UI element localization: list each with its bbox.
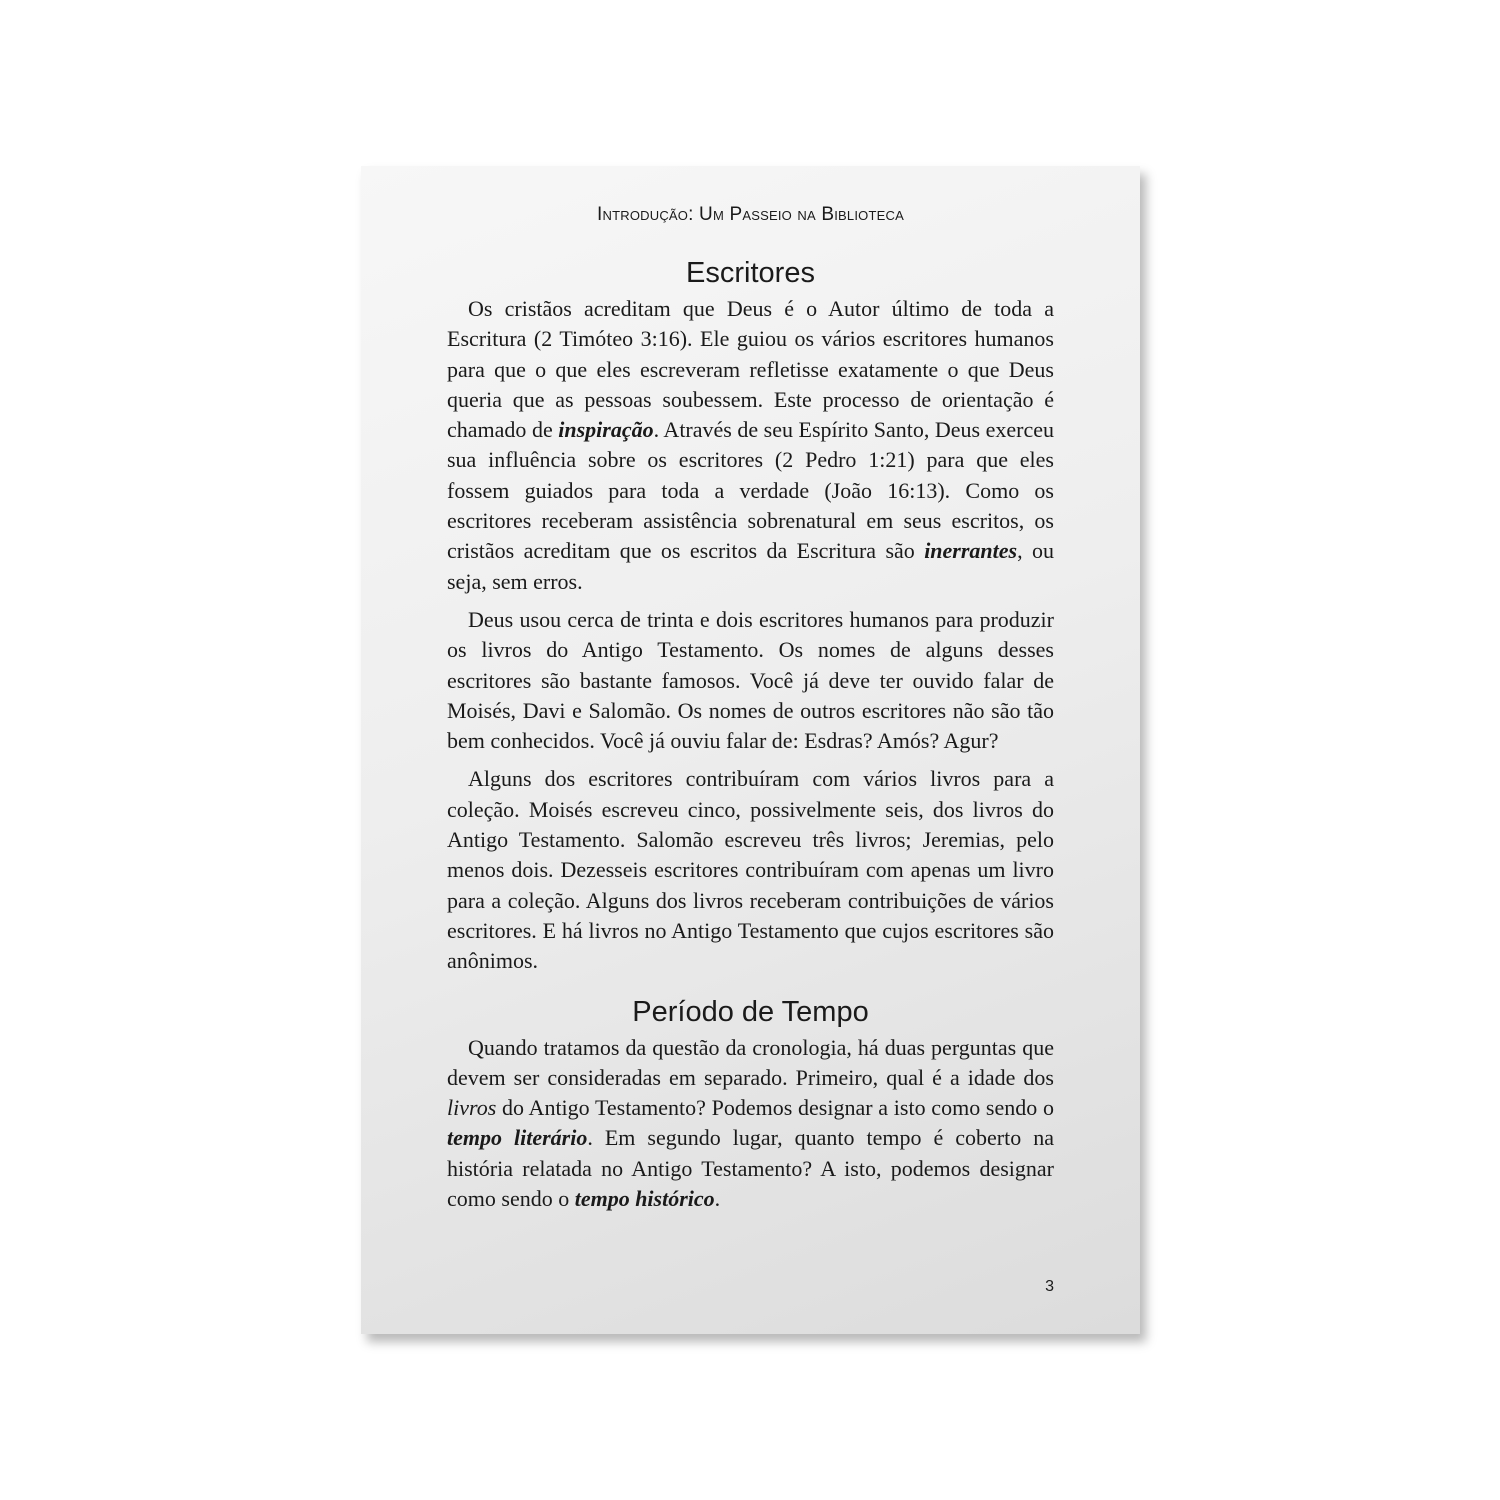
paragraph-4-text-b: do Antigo Testamento? Podemos designar a isto como sendo o <box>496 1095 1054 1121</box>
paragraph-4-text-a: Quando tratamos da questão da cronologia, há duas perguntas que devem ser consideradas em separado. Primeiro, qual é a idade dos <box>447 1034 1054 1090</box>
paragraph-1-text-a: Os cristãos acreditam que Deus é o Autor último de toda a Escritura (2 Timóteo 3:16). Ele guiou os vários escritores humanos para que o que eles escreveram refletisse exatamente o que Deus queria que as pessoas soubessem. Este processo de orientação é chamado de <box>447 296 1054 443</box>
paragraph-1 <box>447 294 1054 597</box>
paragraph-4 <box>447 1033 1054 1215</box>
paragraph-3: Alguns dos escritores contribuíram com vários livros para a coleção. Moisés escreveu cinco, possivelmente seis, dos livros do Antigo Testamento. Salomão escreveu três livros; Jeremias, pelo menos dois. Dezesseis escritores contribuíram com apenas um livro para a coleção. Alguns dos livros receberam contribuições de vários escritores. E há livros no Antigo Testamento que cujos escritores são anônimos. <box>447 766 1054 974</box>
paragraph-4-text-d: . <box>714 1186 721 1212</box>
term-inerrantes: inerrantes <box>924 538 1018 564</box>
term-tempo-historico: tempo histórico <box>574 1186 715 1212</box>
paragraph-1-text-c: , ou seja, sem erros. <box>447 538 1055 594</box>
page-number: 3 <box>1045 1278 1054 1295</box>
page-content <box>447 256 1054 1222</box>
term-inspiracao: inspiração <box>558 417 654 443</box>
book-page <box>361 166 1140 1334</box>
paragraph-2: Deus usou cerca de trinta e dois escritores humanos para produzir os livros do Antigo Testamento. Os nomes de alguns desses escritores são bastante famosos. Você já deve ter ouvido falar de Moisés, Davi e Salomão. Os nomes de outros escritores não são tão bem conhecidos. Você já ouviu falar de: Esdras? Amós? Agur? <box>447 606 1054 754</box>
running-head: Introdução: Um Passeio na Biblioteca <box>597 204 904 225</box>
paragraph-1-text-b: . Através de seu Espírito Santo, Deus exerceu sua influência sobre os escritores (2 Pedro 1:21) para que eles fossem guiados para toda a verdade (João 16:13). Como os escritores receberam assistência sobrenatural em seus escritos, os cristãos acreditam que os escritos da Escritura são <box>447 417 1055 564</box>
emphasis-livros: livros <box>447 1095 497 1121</box>
term-tempo-literario: tempo literário <box>447 1125 588 1151</box>
paragraph-4-text-c: . Em segundo lugar, quanto tempo é coberto na história relatada no Antigo Testamento? A isto, podemos designar como sendo o <box>447 1125 1055 1212</box>
section-title-escritores: Escritores <box>686 257 815 289</box>
section-title-periodo-de-tempo: Período de Tempo <box>632 995 869 1028</box>
